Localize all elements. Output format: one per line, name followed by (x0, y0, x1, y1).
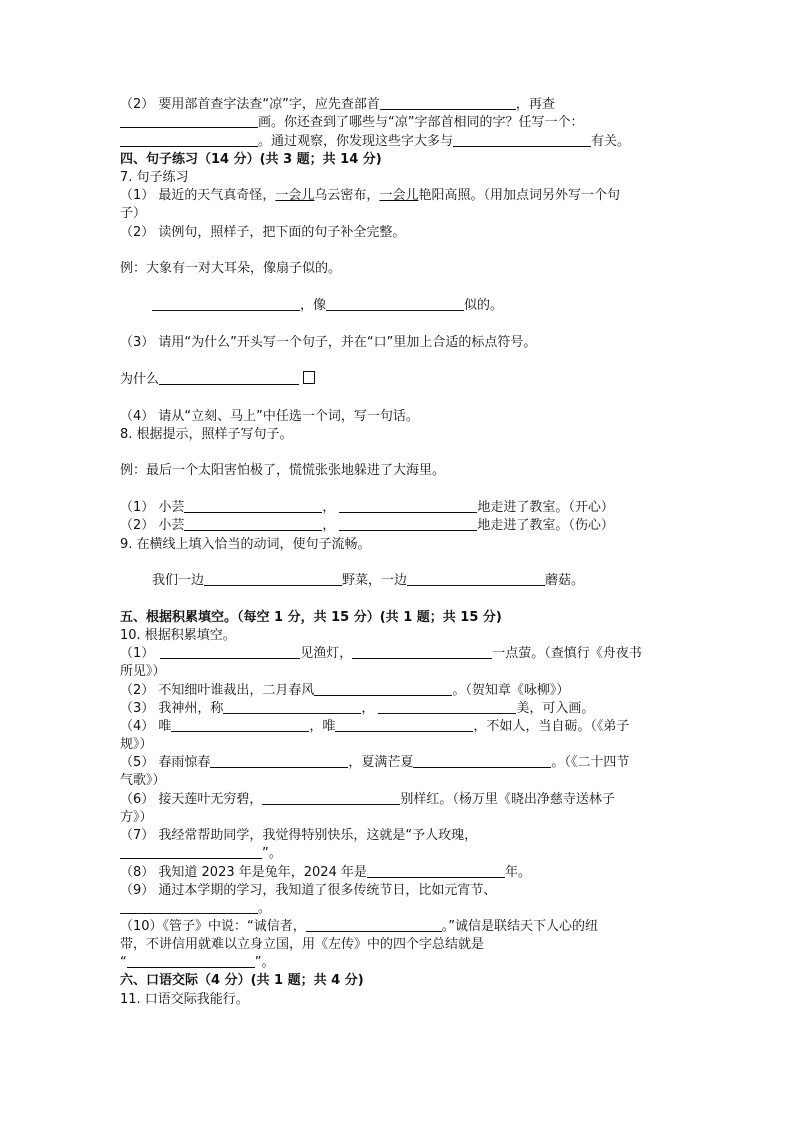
question-text: 气歌》） (120, 773, 166, 788)
question-text: ，唯 (309, 719, 336, 734)
question-text: 一点萤。（查慎行《舟夜书 (492, 646, 642, 661)
example-sentence: 例：最后一个太阳害怕极了，慌慌张张地躲进了大海里。 (120, 463, 446, 478)
question-number: 10. 根据积累填空。 (120, 628, 236, 643)
answer-blank[interactable] (314, 682, 452, 696)
answer-blank[interactable] (306, 918, 442, 932)
question-line (120, 517, 614, 535)
question-text: （3） 我神州，称 (120, 701, 224, 716)
answer-blank[interactable] (339, 517, 477, 531)
answer-blank[interactable] (378, 700, 516, 714)
question-number: 8. 根据提示，照样子写句子。 (120, 427, 293, 442)
answer-blank[interactable] (453, 133, 591, 147)
question-number: 7. 句子练习 (120, 170, 189, 185)
question-text: 所见》） (120, 664, 166, 679)
question-text: 地走进了教室。（伤心） (477, 518, 614, 533)
question-text: （5） 春雨惊春 (120, 755, 211, 770)
answer-blank[interactable] (120, 114, 258, 128)
question-number: 9. 在横线上填入恰当的动词，使句子流畅。 (120, 537, 371, 552)
question-text: 似的。 (464, 298, 504, 313)
question-text: ，夏满芒夏 (348, 755, 414, 770)
question-text: 子） (120, 206, 147, 221)
answer-blank[interactable] (127, 954, 255, 968)
question-text: 别样红。（杨万里《晓出净慈寺送林子 (400, 792, 615, 807)
question-text: ，像 (300, 298, 327, 313)
answer-blank[interactable] (326, 297, 464, 311)
question-text: （4） 唯 (120, 719, 172, 734)
question-text: ， (322, 518, 336, 533)
question-text: （2） 不知细叶谁裁出，二月春风 (120, 683, 315, 698)
question-number: 11. 口语交际我能行。 (120, 992, 249, 1007)
question-text: 带，不讲信用就难以立身立国，用《左传》中的四个字总结就是 (120, 937, 485, 952)
question-line (120, 754, 629, 772)
question-text: 。”诚信是联结天下人心的纽 (441, 919, 599, 934)
question-text: 。（《二十四节 (551, 755, 630, 770)
question-text: 方》） (120, 810, 153, 825)
answer-blank[interactable] (184, 499, 322, 513)
question-line (120, 845, 282, 863)
question-text: ，再查 (515, 97, 555, 112)
question-text: 有关。 (591, 134, 631, 149)
answer-blank[interactable] (380, 96, 516, 110)
question-text: 我们一边 (152, 573, 205, 588)
section-title: 四、句子练习（14 分）(共 3 题；共 14 分) (120, 152, 382, 167)
question-line (120, 114, 583, 132)
question-line (120, 700, 594, 718)
question-line (120, 791, 615, 809)
question-text: 。（贺知章《咏柳》） (452, 683, 570, 698)
question-text: （1） 最近的天气真奇怪， (120, 188, 276, 203)
answer-blank[interactable] (262, 791, 400, 805)
question-text: （8） 我知道 2023 年是兔年，2024 年是 (120, 865, 367, 880)
answer-blank[interactable] (159, 371, 299, 385)
question-line (120, 864, 531, 882)
question-text: 美，可入画。 (516, 701, 595, 716)
question-text: 。 (258, 901, 272, 916)
question-text: （1） (120, 646, 155, 661)
question-text: “ (120, 955, 127, 970)
question-text: （4） 请从“立刻、马上”中任选一个词，写一句话。 (120, 409, 419, 424)
question-text: （9） 通过本学期的学习，我知道了很多传统节日，比如元宵节、 (120, 883, 497, 898)
question-text: 见渔灯， (300, 646, 353, 661)
question-line (120, 900, 271, 918)
question-text: （7） 我经常帮助同学，我觉得特别快乐，这就是“予人玫瑰， (120, 828, 478, 843)
answer-blank[interactable] (223, 700, 361, 714)
question-text: 。通过观察，你发现这些字大多与 (258, 134, 454, 149)
question-line (120, 96, 555, 114)
question-text: ”。 (262, 846, 282, 861)
answer-blank[interactable] (413, 754, 551, 768)
question-text: 地走进了教室。（开心） (477, 500, 614, 515)
question-text: 画。你还查到了哪些与“凉”字部首相同的字？任写一个： (258, 115, 584, 130)
dotted-word: 一会儿 (275, 188, 315, 203)
question-text: ， (322, 500, 336, 515)
question-line (120, 645, 642, 663)
question-text: （6） 接天莲叶无穷碧， (120, 792, 263, 807)
section-title: 五、根据积累填空。（每空 1 分，共 15 分）(共 1 题；共 15 分) (120, 610, 502, 625)
question-text: 野菜，一边 (342, 573, 408, 588)
question-line (120, 682, 569, 700)
answer-blank[interactable] (160, 645, 300, 659)
question-text: 艳阳高照。（用加点词另外写一个句 (418, 188, 620, 203)
answer-blank[interactable] (204, 572, 342, 586)
punctuation-box[interactable] (303, 371, 315, 384)
question-text: ”。 (254, 955, 275, 970)
answer-blank[interactable] (120, 133, 258, 147)
question-line (120, 954, 275, 972)
question-line (120, 187, 620, 205)
question-text: 乌云密布， (314, 188, 380, 203)
answer-blank[interactable] (352, 645, 492, 659)
question-text: （2） 要用部首查字法查“凉”字，应先查部首 (120, 97, 380, 112)
question-line (120, 133, 630, 151)
question-text: ，不如人，当自砺。（《弟子 (473, 719, 630, 734)
answer-blank[interactable] (120, 900, 258, 914)
question-text: （3） 请用“为什么”开头写一个句子，并在“口”里加上合适的标点符号。 (120, 335, 537, 350)
answer-blank[interactable] (367, 864, 505, 878)
question-text: 年。 (504, 865, 531, 880)
answer-blank[interactable] (120, 845, 262, 859)
answer-blank[interactable] (339, 499, 477, 513)
question-text: ， (361, 701, 375, 716)
answer-blank[interactable] (335, 718, 473, 732)
answer-blank[interactable] (171, 718, 309, 732)
question-text: 为什么 (120, 372, 160, 387)
answer-blank[interactable] (210, 754, 348, 768)
question-line (152, 297, 503, 315)
question-text: （10）《管子》中说：“诚信者， (120, 919, 306, 934)
question-text: （2） 读例句，照样子，把下面的句子补全完整。 (120, 225, 406, 240)
dotted-word: 一会儿 (379, 188, 419, 203)
section-title: 六、口语交际（4 分）(共 1 题；共 4 分) (120, 973, 364, 988)
answer-blank[interactable] (152, 297, 300, 311)
answer-blank[interactable] (184, 517, 322, 531)
question-line (120, 371, 315, 389)
question-text: 规》） (120, 737, 153, 752)
question-line (152, 572, 584, 590)
question-text: 蘑菇。 (545, 573, 585, 588)
question-line (120, 499, 614, 517)
question-text: （1） 小芸 (120, 500, 185, 515)
question-line (120, 918, 598, 936)
answer-blank[interactable] (407, 572, 545, 586)
question-line (120, 718, 629, 736)
question-text: （2） 小芸 (120, 518, 185, 533)
example-sentence: 例：大象有一对大耳朵，像扇子似的。 (120, 261, 342, 276)
